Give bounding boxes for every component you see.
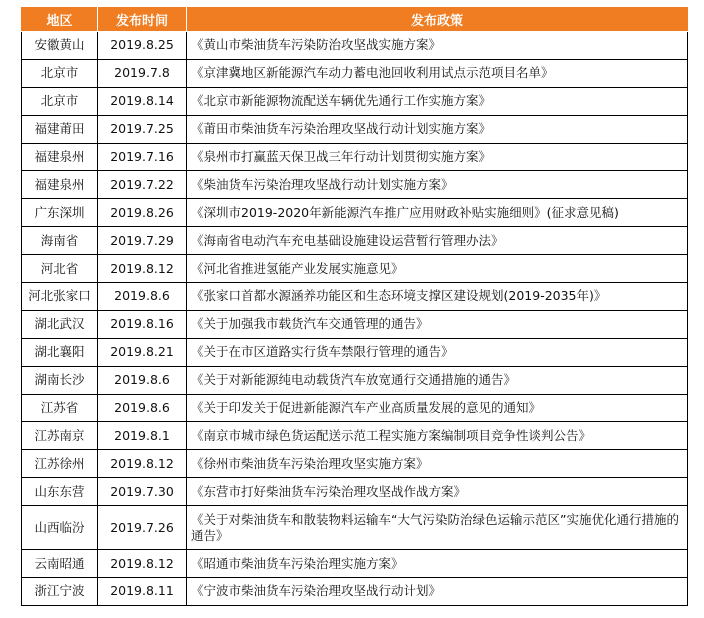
policy-cell: 《京津冀地区新能源汽车动力蓄电池回收利用试点示范项目名单》 — [187, 59, 688, 87]
region-cell: 福建泉州 — [22, 143, 98, 171]
region-cell: 江苏省 — [22, 394, 98, 422]
table-row — [22, 32, 688, 60]
date-cell: 2019.8.12 — [98, 255, 187, 283]
table-row — [22, 478, 688, 506]
region-cell: 北京市 — [22, 87, 98, 115]
policy-cell: 《关于在市区道路实行货车禁限行管理的通告》 — [187, 338, 688, 366]
policy-cell: 《黄山市柴油货车污染防治攻坚战实施方案》 — [187, 32, 688, 60]
date-cell: 2019.7.25 — [98, 115, 187, 143]
date-cell: 2019.7.29 — [98, 227, 187, 255]
table-row — [22, 115, 688, 143]
region-cell: 浙江宁波 — [22, 578, 98, 606]
date-cell: 2019.8.6 — [98, 394, 187, 422]
policy-cell: 《昭通市柴油货车污染治理实施方案》 — [187, 550, 688, 578]
date-cell: 2019.8.12 — [98, 450, 187, 478]
table-row — [22, 283, 688, 311]
date-cell: 2019.7.30 — [98, 478, 187, 506]
region-cell: 山东东营 — [22, 478, 98, 506]
policy-cell: 《关于印发关于促进新能源汽车产业高质量发展的意见的通知》 — [187, 394, 688, 422]
table-row — [22, 550, 688, 578]
region-cell: 广东深圳 — [22, 199, 98, 227]
table-row — [22, 59, 688, 87]
date-cell: 2019.7.8 — [98, 59, 187, 87]
region-cell: 江苏南京 — [22, 422, 98, 450]
region-cell: 河北省 — [22, 255, 98, 283]
table-row — [22, 450, 688, 478]
policy-cell: 《泉州市打赢蓝天保卫战三年行动计划贯彻实施方案》 — [187, 143, 688, 171]
policy-cell: 《南京市城市绿色货运配送示范工程实施方案编制项目竞争性谈判公告》 — [187, 422, 688, 450]
table-row — [22, 227, 688, 255]
header-policy: 发布政策 — [187, 8, 688, 32]
date-cell: 2019.7.26 — [98, 506, 187, 550]
header-date: 发布时间 — [98, 8, 187, 32]
date-cell: 2019.8.6 — [98, 283, 187, 311]
policy-cell: 《宁波市柴油货车污染治理攻坚战行动计划》 — [187, 578, 688, 606]
date-cell: 2019.8.26 — [98, 199, 187, 227]
date-cell: 2019.8.1 — [98, 422, 187, 450]
table-row — [22, 87, 688, 115]
table-row — [22, 394, 688, 422]
header-region: 地区 — [22, 8, 98, 32]
region-cell: 湖北襄阳 — [22, 338, 98, 366]
region-cell: 云南昭通 — [22, 550, 98, 578]
region-cell: 安徽黄山 — [22, 32, 98, 60]
table-body — [22, 32, 688, 606]
table-row — [22, 171, 688, 199]
date-cell: 2019.8.25 — [98, 32, 187, 60]
policy-cell: 《东营市打好柴油货车污染治理攻坚战作战方案》 — [187, 478, 688, 506]
table-row — [22, 422, 688, 450]
policy-cell: 《莆田市柴油货车污染治理攻坚战行动计划实施方案》 — [187, 115, 688, 143]
policy-cell: 《关于对新能源纯电动载货汽车放宽通行交通措施的通告》 — [187, 366, 688, 394]
date-cell: 2019.8.21 — [98, 338, 187, 366]
date-cell: 2019.7.16 — [98, 143, 187, 171]
table-row — [22, 310, 688, 338]
table-row — [22, 199, 688, 227]
region-cell: 海南省 — [22, 227, 98, 255]
date-cell: 2019.8.14 — [98, 87, 187, 115]
header-row — [22, 8, 688, 32]
date-cell: 2019.8.11 — [98, 578, 187, 606]
table-header — [22, 8, 688, 32]
region-cell: 福建泉州 — [22, 171, 98, 199]
policy-cell: 《河北省推进氢能产业发展实施意见》 — [187, 255, 688, 283]
date-cell: 2019.8.12 — [98, 550, 187, 578]
region-cell: 江苏徐州 — [22, 450, 98, 478]
region-cell: 山西临汾 — [22, 506, 98, 550]
policy-cell: 《关于加强我市载货汽车交通管理的通告》 — [187, 310, 688, 338]
policy-cell: 《北京市新能源物流配送车辆优先通行工作实施方案》 — [187, 87, 688, 115]
date-cell: 2019.8.16 — [98, 310, 187, 338]
region-cell: 福建莆田 — [22, 115, 98, 143]
policy-table — [21, 7, 688, 606]
table-row — [22, 506, 688, 550]
date-cell: 2019.7.22 — [98, 171, 187, 199]
policy-cell: 《深圳市2019-2020年新能源汽车推广应用财政补贴实施细则》(征求意见稿) — [187, 199, 688, 227]
policy-cell: 《徐州市柴油货车污染治理攻坚实施方案》 — [187, 450, 688, 478]
region-cell: 北京市 — [22, 59, 98, 87]
region-cell: 湖南长沙 — [22, 366, 98, 394]
table-row — [22, 338, 688, 366]
date-cell: 2019.8.6 — [98, 366, 187, 394]
policy-cell: 《柴油货车污染治理攻坚战行动计划实施方案》 — [187, 171, 688, 199]
table-row — [22, 255, 688, 283]
region-cell: 湖北武汉 — [22, 310, 98, 338]
policy-cell: 《关于对柴油货车和散装物料运输车“大气污染防治绿色运输示范区”实施优化通行措施的通告》 — [187, 506, 688, 550]
table-row — [22, 578, 688, 606]
table-row — [22, 143, 688, 171]
region-cell: 河北张家口 — [22, 283, 98, 311]
policy-cell: 《张家口首都水源涵养功能区和生态环境支撑区建设规划(2019-2035年)》 — [187, 283, 688, 311]
table-row — [22, 366, 688, 394]
policy-cell: 《海南省电动汽车充电基础设施建设运营暂行管理办法》 — [187, 227, 688, 255]
